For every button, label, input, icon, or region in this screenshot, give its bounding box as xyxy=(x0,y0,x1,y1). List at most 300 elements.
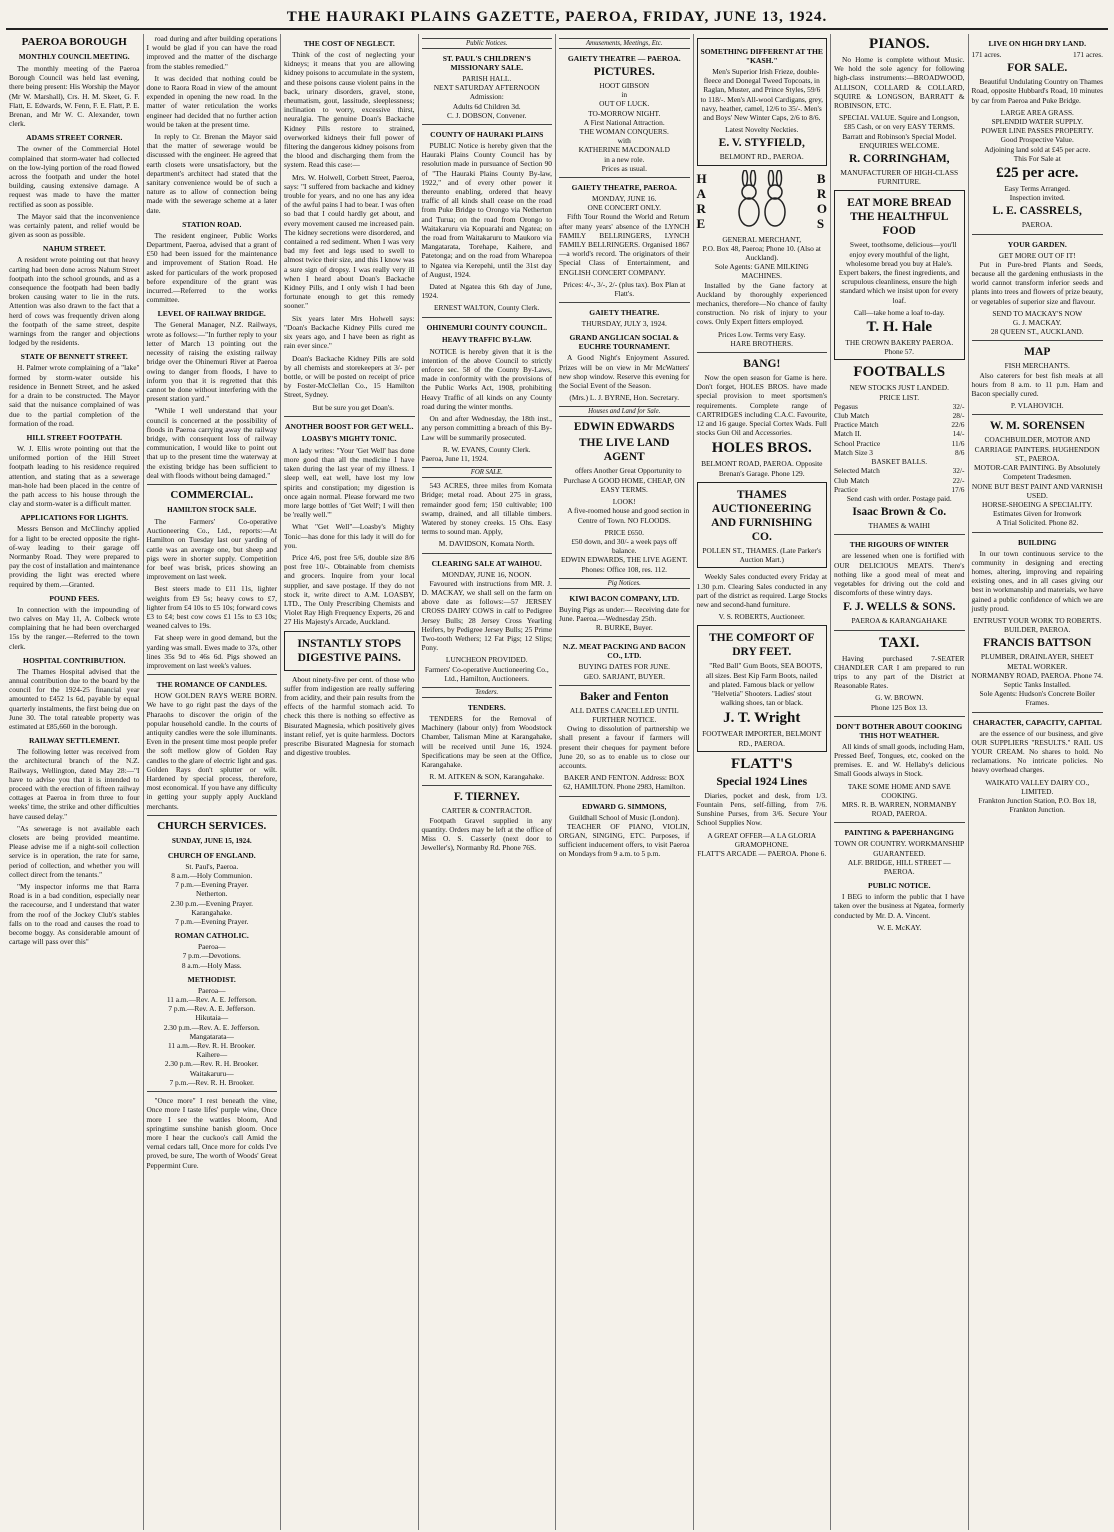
service-list xyxy=(147,862,278,926)
price-list xyxy=(834,402,965,457)
paragraph: Installed by the Gane factory at Auckland by thoroughly experienced mechanics, therefore—No chance of faulty construction. No risk of injury to your cows. Only Expert fitters employed. xyxy=(696,280,827,327)
paragraph: Think of the cost of neglecting your kidneys; it means that you are allowing kidney poisons to accumulate in the system, and these poisons cause violent pains in the back, urinary disorders, gravel, stone, rheumatism, gout, lassitude, sleeplessness; inclination to worry, excessive thirst, neuralgia. The genuine Doan's Backache Kidney Pills restore to strained, overworked kidneys their full power of filtering the dangerous kidney poisons from the blood and discharging them from the system. Read this case:— xyxy=(284,50,415,170)
ad-headline: MAP xyxy=(1024,346,1051,359)
notice-line: Admission: xyxy=(469,92,504,102)
ad-headline: Baker and Fenton xyxy=(579,690,669,703)
column-1 xyxy=(6,34,144,1530)
ad-headline: EAT MORE BREAD THE HEALTHFUL FOOD xyxy=(847,197,952,238)
subheading: STATION ROAD. xyxy=(182,219,242,229)
divider xyxy=(972,532,1104,533)
notice-line: Easy Terms Arranged. xyxy=(1004,184,1071,194)
notice-line: Send cash with order. Postage paid. xyxy=(846,493,952,503)
notice-line: P. VLAHOVICH. xyxy=(1010,401,1064,411)
price-item: Practice Match xyxy=(834,420,879,430)
notice-line: Prices: 4/-, 3/-, 2/- (plus tax). Box Plan at Flatt's. xyxy=(563,279,686,299)
notice-title: TENDERS. xyxy=(467,702,506,712)
notice-line: TOWN OR COUNTRY. WORKMANSHIP GUARANTEED. xyxy=(834,839,965,858)
notice-title: YOUR GARDEN. xyxy=(1007,239,1067,249)
list-item: S xyxy=(816,215,825,231)
notice-line: Frankton Junction Station, P.O. Box 18, Frankton Junction. xyxy=(978,795,1097,815)
column-2 xyxy=(144,34,282,1530)
notice-title: GAIETY THEATRE. xyxy=(589,308,660,318)
ad-headline: L. E. CASSRELS, xyxy=(992,205,1082,218)
notice-line: THURSDAY, JULY 3, 1924. xyxy=(581,319,667,329)
paragraph: The Thames Hospital advised that the annual contribution due to the board by the council for the 1924-25 financial year amounted to £452 1s 6d, payable by equal quarterly instalments, the first being due on June 30. The total rateable property was estimated at £85,660 in the borough. xyxy=(9,666,140,731)
list-item: E xyxy=(696,215,706,231)
notice-line: ENQUIRIES WELCOME. xyxy=(859,140,940,150)
notice-line: NEXT SATURDAY AFTERNOON xyxy=(433,83,540,93)
rabbits-icon xyxy=(727,170,797,232)
notice-title: GAIETY THEATRE — PAEROA. xyxy=(567,54,681,63)
paragraph: Also caterers for best fish meals at all hours from 8 a.m. to 11 p.m. Ham and Bacon specially cured. xyxy=(971,370,1103,399)
paragraph: road during and after building operations I would be glad if you can have the road improved and the matter of the discharge from the stables remedied." xyxy=(146,34,277,71)
notice-line: ERNEST WALTON, County Clerk. xyxy=(434,303,540,313)
price-row xyxy=(834,402,965,411)
price-item: Pegasus xyxy=(834,401,858,411)
paragraph: Put in Pure-bred Plants and Seeds, because all the gardening enthusiasts in the world cannot transform inferior seeds and plants into trees and flowers of prize beauty, or vegetables of superior size and flavour. xyxy=(971,259,1103,306)
notice-line: PARISH HALL. xyxy=(462,74,512,83)
notice-title: DON'T BOTHER ABOUT COOKING THIS HOT WEATHER. xyxy=(836,721,963,740)
notice-line: R. W. EVANS, County Clerk. xyxy=(442,444,531,454)
notice-line: Inspection invited. xyxy=(1009,193,1065,203)
logo-letters-left xyxy=(697,171,707,231)
notice-line: SPECIAL VALUE. Squire and Longson, £85 Cash, or on very EASY TERMS. xyxy=(838,113,960,132)
list-item: 7 p.m.—Rev. R. H. Brooker. xyxy=(169,1077,254,1087)
ad-title: SOMETHING DIFFERENT AT THE "KASH." xyxy=(700,47,823,65)
ad-headline: THE LIVE LAND AGENT xyxy=(578,437,670,464)
paragraph: About ninety-five per cent. of those who suffer from indigestion are really suffering from acidity, and their pain results from the effects of the harmful stomach acid. To check this there is nothing so effective as Bisurated Magnesia, which positively gives instant relief, yet is quite harmless. Doctors prescribe Bisurated Magnesia for stomach and digestive troubles. xyxy=(284,674,415,758)
paragraph: The owner of the Commercial Hotel complained that storm-water had collected on the low-lying portion of the road flowed across the footpath and under the hotel building, causing extensive damage. A request was made to have the matter rectified as soon as possible. xyxy=(9,144,140,209)
list-item: 11 a.m.—Rev. R. H. Brooker. xyxy=(167,1041,256,1051)
notice-line: V. S. ROBERTS, Auctioneer. xyxy=(718,612,805,622)
notice-title: BUILDING xyxy=(1018,537,1057,547)
ad-headline: FRANCIS BATTSON xyxy=(983,637,1092,650)
notice-line: THAMES & WAIHI xyxy=(868,521,930,531)
notice-line: Prices Low. Terms very Easy. xyxy=(718,329,806,339)
article-subtitle: MONTHLY COUNCIL MEETING. xyxy=(18,53,130,61)
paragraph: Beautiful Undulating Country on Thames Road, opposite Hubbard's Road, 10 minutes by car from Paeroa and Puke Bridge. xyxy=(971,77,1103,105)
divider xyxy=(697,352,828,353)
divider xyxy=(834,716,965,717)
notice-line: COACHBUILDER, MOTOR AND CARRIAGE PAINTERS. HUGHENDON ST., PAEROA. xyxy=(974,435,1100,463)
acreage-row xyxy=(972,50,1104,59)
paragraph: Mrs. W. Holwell, Corbett Street, Paeroa, says: "I suffered from backache and kidney trouble for years, and no one has any idea of the awful pains I had to bear. I was often so bad that I could hardly get about, and every movement caused me increased pain. The kidney secretions were disordered, and contained a red sediment. When I was very bad my feet and legs used to swell to almost twice their size, and this I know was a sure sign of dropsy. I was really very ill when I heard about Doan's Backache Kidney Pills, and I only wish I had been fortunate enough to get this remedy sooner." xyxy=(284,172,415,311)
list-item: St. Paul's, Paeroa. xyxy=(185,861,239,871)
divider xyxy=(972,234,1104,235)
list-item: 2.30 p.m.—Rev. R. H. Brooker. xyxy=(164,1059,259,1069)
notice-line: Call—take home a loaf to-day. xyxy=(853,307,945,317)
subheading: THE COST OF NEGLECT. xyxy=(303,39,395,48)
notice-line: THE CROWN BAKERY PAEROA. Phone 57. xyxy=(845,338,954,357)
notice-line: P.O. Box 48, Paeroa; Phone 10. (Also at Auckland). xyxy=(702,243,821,263)
list-item: A xyxy=(696,185,706,201)
price-item: Club Match xyxy=(834,411,870,421)
service-list xyxy=(147,942,278,970)
price-value: 17/6 xyxy=(951,484,965,494)
notice-line: GEO. SARJANT, BUYER. xyxy=(583,671,665,681)
notice-line: Good Prospective Value. xyxy=(1000,135,1074,145)
notice-line: FISH MERCHANTS. xyxy=(1004,361,1070,371)
ad-box xyxy=(697,625,828,751)
notice-line: Adults 6d Children 3d. xyxy=(452,101,521,111)
list-item: R xyxy=(696,200,706,216)
notice-line: 28 QUEEN ST., AUCKLAND. xyxy=(990,327,1084,337)
price-item: Selected Match xyxy=(834,466,880,476)
paragraph: Sweet, toothsome, delicious—you'll enjoy every mouthful of the light, wholesome bread you buy at Hale's. Expert bakers, the finest ingredients, and scrupulous cleanliness, ensure the high standard which we insist upon for every loaf. xyxy=(838,240,960,305)
price-item: School Practice xyxy=(834,438,881,448)
paragraph: All kinds of small goods, including Ham, Pressed Beef, Tongues, etc, cooked on the premises. E. and W. Hellaby's delicious Small Goods always in Stock. xyxy=(834,741,965,779)
article-title: PAEROA BOROUGH xyxy=(21,36,127,48)
notice-title: PUBLIC NOTICE. xyxy=(868,881,931,891)
notice-line: HORSE-SHOEING A SPECIALITY. xyxy=(981,499,1093,509)
ad-headline: Special 1924 Lines xyxy=(716,775,808,788)
list-item: R xyxy=(816,185,827,201)
ad-headline: FLATT'S xyxy=(731,755,793,772)
notice-line: FOOTWEAR IMPORTER, BELMONT RD., PAEROA. xyxy=(702,729,822,748)
paragraph: In our town continuous service to the community in designing and erecting homes, altering, improving and repairing existing ones, and in all cases giving our best in workmanship and materials, we have gained a public confidence of which we are justly proud. xyxy=(971,548,1103,613)
subheading: THE ROMANCE OF CANDLES. xyxy=(156,680,267,690)
divider xyxy=(422,785,553,786)
ad-headline: HOLES BROS. xyxy=(711,440,812,457)
notice-line: LARGE AREA GRASS. xyxy=(1000,107,1074,117)
subheading: NAHUM STREET. xyxy=(42,244,106,254)
paragraph: Now the open season for Game is here. Don't forget, HOLES BROS. have made special provision to meet sportsmen's requirements. Complete range of CARTRIDGES including C.A.C. Favourite, 12 and 16 gauge. Special Cortex Wads. Full stocks Gun Oil and Accessories. xyxy=(696,373,827,438)
notice-line: THE WOMAN CONQUERS. xyxy=(579,127,669,137)
divider xyxy=(559,796,690,797)
notice-line: WAIKATO VALLEY DAIRY CO., LIMITED. xyxy=(985,777,1090,796)
notice-line: Guildhall School of Music (London). xyxy=(569,812,680,822)
section-label: FOR SALE. xyxy=(422,467,553,478)
list-item: O xyxy=(816,200,827,216)
notice-line: MRS. R. B. WARREN, NORMANBY ROAD, PAEROA. xyxy=(842,799,957,819)
paragraph: Messrs Benson and McClinchy applied for a light to be erected opposite the right-of-way leading to their garage off Normanby Road. They were prepared to pay the cost of installation and maintenance providing the light was erected where required by them.—Granted. xyxy=(9,524,140,589)
paragraph: Favoured with instructions from MR. J. D. MACKAY, we shall sell on the farm on above date as follows:—57 JERSEY CROSS DAIRY COWS in calf to Pedigree Jersey Bulls; 28 Jersey Cross Yearling Heifers, by Pedigree Jersey Bulls; 25 Prime Two-tooth Wethers; 12 Fat Pigs; 12 Slips; Pony. xyxy=(421,578,552,653)
list-item: Karangahake. xyxy=(191,907,233,917)
paragraph: offers Another Great Opportunity to Purchase A GOOD HOME, CHEAP, ON EASY TERMS. xyxy=(563,466,685,494)
ad-headline: £25 per acre. xyxy=(996,165,1079,182)
notice-line: MANUFACTURER OF HIGH-CLASS FURNITURE. xyxy=(840,168,959,187)
notice-line: MONDAY, JUNE 16, NOON. xyxy=(441,569,532,579)
notice-title: GAIETY THEATRE, PAEROA. xyxy=(571,183,677,193)
notice-line: EDWIN EDWARDS, THE LIVE AGENT. Phones: Office 108, res. 112. xyxy=(560,555,688,574)
paragraph: No Home is complete without Music. We hold the sole agency for following high-class instruments:—BROADWOOD, ALLISON, COLLARD & COLLARD, SQUIRE & LONGSON, BARRATT & ROBINSON, ETC. xyxy=(834,55,965,111)
price-value: 28/- xyxy=(952,411,965,421)
divider xyxy=(559,302,690,303)
list-item: 7 p.m.—Devotions. xyxy=(182,951,241,961)
price-value: 22/6 xyxy=(951,420,965,430)
notice-line: BUYING DATES FOR JUNE. xyxy=(578,662,671,672)
list-item: Paeroa— xyxy=(198,985,226,995)
divider xyxy=(972,712,1104,713)
subheading: LOASBY'S MIGHTY TONIC. xyxy=(301,434,397,443)
paragraph: In reply to Cr. Brenan the Mayor said that the matter of sewerage would be discussed with the engineer. He agreed that earth closets were unsatisfactory, but the department's architect had stated that the sanitary convenience would be of such a nature as to allow of connection being made with the sewerage scheme at a later date. xyxy=(146,132,277,215)
notice-line: GENERAL MERCHANT, xyxy=(722,234,802,244)
ad-headline: EDWIN EDWARDS xyxy=(573,421,675,434)
ad-headline: TAXI. xyxy=(879,634,920,651)
price-item: Practice xyxy=(834,484,858,494)
list-item: 7 p.m.—Evening Prayer. xyxy=(175,880,249,890)
paragraph: A five-roomed house and good section in Centre of Town. NO FLOODS. xyxy=(567,506,690,525)
column-7 xyxy=(831,34,969,1530)
notice-line: 171 acres. xyxy=(1073,50,1103,59)
paragraph: "My inspector informs me that Rarra Road is in a bad condition, especially near the racecourse, and I understand that water from the roof of the Jockey Club's stables falls on to the road and causes the road to become boggy. As considerable amount of cartage will pass over this" xyxy=(9,882,140,947)
notice-title: ST. PAUL'S CHILDREN'S MISSIONARY SALE. xyxy=(442,54,531,72)
paragraph: 543 ACRES, three miles from Komata Bridge; metal road. About 275 in grass, remainder good fern; 150 cultivable; 100 swamp, drained, and all tillable timbers. Watered by stoney creeks. 15 Ohs. Easy terms to sound man. Apply, xyxy=(421,481,552,537)
price-value: 32/- xyxy=(952,401,965,411)
notice-line: Buying Pigs as under:— Receiving date for June. Paeroa.—Wednesday 25th. xyxy=(559,604,690,623)
notice-line: This For Sale at xyxy=(1013,153,1061,163)
ad-headline: F. J. WELLS & SONS. xyxy=(843,601,956,614)
paragraph: Footpath Gravel supplied in any quantity. Orders may be left at the office of Miss O. S. Casserly (next door to Jeweller's), Normanby Rd. Phone 76S. xyxy=(421,815,552,853)
subheading: METHODIST. xyxy=(187,974,236,984)
notice-line: ENTRUST YOUR WORK TO ROBERTS. BUILDER, PAEROA. xyxy=(973,615,1102,635)
notice-line: CARTER & CONTRACTOR. xyxy=(441,806,532,816)
masthead: THE HAURAKI PLAINS GAZETTE, PAEROA, FRIDAY, JUNE 13, 1924. xyxy=(6,6,1108,30)
divider xyxy=(147,674,278,675)
paragraph: Weekly Sales conducted every Friday at 1.30 p.m. Clearing Sales conducted in any part of the district as required. Large Stocks new and second-hand furniture. xyxy=(696,572,827,609)
ad-headline: PIANOS. xyxy=(869,36,930,52)
paragraph: A Good Night's Enjoyment Assured. Prizes will be on view in Mr McWatters' new shop window. Reserve this evening for the Social Event of the Season. xyxy=(559,353,690,391)
price-row xyxy=(834,420,965,429)
subheading: ANOTHER BOOST FOR GET WELL. xyxy=(285,421,414,431)
price-list xyxy=(834,466,965,494)
ad-headline: FOR SALE. xyxy=(1007,62,1068,75)
price-row xyxy=(834,466,965,475)
notice-line: Adjoining land sold at £45 per acre. xyxy=(984,144,1091,154)
notice-line: ONE CONCERT ONLY. xyxy=(587,203,661,213)
notice-line: SEND TO MACKAY'S NOW xyxy=(992,308,1083,318)
subheading: CHURCH OF ENGLAND. xyxy=(167,850,256,860)
list-item: 8 a.m.—Holy Communion. xyxy=(171,871,253,881)
notice-line: A GREAT OFFER—A LA GLORIA GRAMOPHONE. xyxy=(707,830,817,849)
columns xyxy=(6,34,1108,1530)
section-label: Pig Notices. xyxy=(559,578,690,589)
list-item: Hikutaia— xyxy=(195,1013,229,1023)
notice-line: LUNCHEON PROVIDED. xyxy=(445,655,528,665)
list-item: 7 p.m.—Rev. A. E. Jefferson. xyxy=(168,1004,256,1014)
section-label: Public Notices. xyxy=(422,38,553,49)
notice-line: POWER LINE PASSES PROPERTY. xyxy=(981,126,1094,136)
section-label: Houses and Land for Sale. xyxy=(559,406,690,417)
price-value: 22/- xyxy=(952,475,965,485)
paragraph: are lessened when one is fortified with OUR DELICIOUS MEATS. There's nothing like a good meal of meat and vegetables for driving out the cold and discomforts of these wintry days. xyxy=(834,551,965,598)
notice-title: GRAND ANGLICAN SOCIAL & EUCHRE TOURNAMENT. xyxy=(569,333,679,352)
notice-line: Prices as usual. xyxy=(601,163,647,173)
notice-title: N.Z. MEAT PACKING AND BACON CO., LTD. xyxy=(562,642,686,661)
notice-line: KATHERINE MACDONALD xyxy=(578,145,670,155)
notice-title: OHINEMURI COUNTY COUNCIL. xyxy=(426,322,548,332)
paragraph: The monthly meeting of the Paeroa Borough Council was held last evening, there being present: His Worship the Mayor (Mr W. Marshall), Crs. H. M. Skeet, G. F. Flatt, E. Edwards, W. Fenn, F. E. Flatt, P. E. Brenan, and Mr W. C. Alexander, town clerk. xyxy=(9,64,140,129)
divider xyxy=(972,414,1104,415)
column-4 xyxy=(419,34,557,1530)
notice-line: POLLEN ST., THAMES. (Late Parker's Auction Mart.) xyxy=(702,545,822,565)
notice-line: MOTOR-CAR PAINTING. By Absolutely Competent Tradesmen. xyxy=(974,463,1101,482)
logo-letters-right xyxy=(817,171,827,231)
ad-headline: THE COMFORT OF DRY FEET. xyxy=(709,632,815,659)
paragraph: A resident wrote pointing out that heavy carting had been done across Nahum Street footpath into the school grounds, and as a consequence the footpath had been badly broken causing water to lie in the ruts. Attention was also drawn to the fact that a herd of cows was frequently driven along the footpath of the same street, despite warnings from the ranger and objections lodged by the residents. xyxy=(9,255,140,348)
list-item: B xyxy=(816,170,826,186)
notice-line: R. M. AITKEN & SON, Karangahake. xyxy=(429,772,545,782)
column-8 xyxy=(969,34,1107,1530)
paragraph: Dated at Ngatea this 6th day of June, 1924. xyxy=(421,282,552,301)
ad-box xyxy=(834,190,965,360)
subheading: HOSPITAL CONTRIBUTION. xyxy=(23,655,126,665)
column-3 xyxy=(281,34,419,1530)
notice-line: Sole Agents: Hudson's Concrete Boiler Frames. xyxy=(979,689,1095,708)
column-5 xyxy=(556,34,694,1530)
paragraph: Six years later Mrs Holwell says: "Doan's Backache Kidney Pills cured me six years ago, and I have been as right as rain ever since." xyxy=(284,313,415,351)
price-item: Match II. xyxy=(834,429,862,439)
list-item: 2.30 p.m.—Rev. A. E. Jefferson. xyxy=(163,1022,260,1032)
subheading: ADAMS STREET CORNER. xyxy=(26,133,123,143)
notice-line: with xyxy=(617,136,631,146)
paragraph: "Red Ball" Gum Boots, SEA BOOTS, all sizes. Best Kip Farm Boots, nailed and plated. Famous black or yellow "Helvetia" Shooters. Ladies' stout walking shoes, tan or black. xyxy=(705,661,823,708)
notice-line: BELMONT ROAD, PAEROA. Opposite Brenan's Garage. Phone 129. xyxy=(701,459,823,478)
divider xyxy=(834,630,965,631)
notice-line: in xyxy=(621,90,628,100)
notice-line: PAEROA & KARANGAHAKE xyxy=(851,616,947,626)
paragraph: PUBLIC Notice is hereby given that the Hauraki Plains County Council has by resolution made in pursuance of Section 90 of "The Hauraki Plains County By-law, 1922," and of every other power it thereunto enabling, ordered that heavy traffic of all kinds shall cease on the road from Puke Bridge to Orongo via Netherton and Turua; on the road from Orongo to Waitakaruru via Kopuarahi and Ngatea; on the road from Waitakaruru to Maukoro via Mangatarata, Torehape, Kaihere, and Patetonga; and on the road from Wharepoa to Ngatea via Kerepehi, until the 31st day of August, 1924. xyxy=(421,141,552,279)
ad-headline: F. TIERNEY. xyxy=(453,791,520,804)
ad-headline: PICTURES. xyxy=(593,66,655,78)
notice-line: TO-MORROW NIGHT. xyxy=(588,108,661,118)
notice-line: Estimates Given for Ironwork xyxy=(993,509,1082,519)
notice-line: PAEROA. xyxy=(1021,220,1053,230)
notice-line: ALF. BRIDGE, HILL STREET — PAEROA. xyxy=(847,857,951,876)
price-value: 8/6 xyxy=(955,447,965,457)
notice-line: G. J. MACKAY. xyxy=(1012,318,1062,328)
list-item: Paeroa— xyxy=(198,942,226,952)
section-subtitle: HAMILTON STOCK SALE. xyxy=(167,505,257,514)
paragraph: are the essence of our business, and give OUR SUPPLIERS "RESULTS." RAIL US YOUR CREAM. No shares to hold. No reclamations. No intricate policies. No heavy overhead charges. xyxy=(971,728,1103,775)
ad-headline: FOOTBALLS xyxy=(853,364,946,381)
notice-line: R. BURKE, Buyer. xyxy=(595,623,653,633)
price-value: 32/- xyxy=(952,466,965,476)
notice-line: TAKE SOME HOME AND SAVE COOKING. xyxy=(847,781,951,800)
notice-line: BAKER AND FENTON. Address: BOX 62, HAMILTON. Phone 2983, Hamilton. xyxy=(563,773,686,792)
notice-line: M. DAVIDSON, Komata North. xyxy=(438,539,535,549)
notice-line: C. J. DOBSON, Convener. xyxy=(447,110,527,120)
list-item: 11 a.m.—Rev. A. E. Jefferson. xyxy=(166,995,257,1005)
ad-headline: J. T. Wright xyxy=(723,710,801,727)
paragraph: It was decided that nothing could be done to Raora Road in view of the amount expended in opening the new road. In the matter of water reticulation the works engineer had decided that no further action would be taken at the present time. xyxy=(146,73,277,129)
divider xyxy=(559,636,690,637)
notice-line: (Mrs.) L. J. BYRNE, Hon. Secretary. xyxy=(569,393,680,403)
divider xyxy=(284,416,415,417)
notice-title: COUNTY OF HAURAKI PLAINS xyxy=(430,130,544,140)
notice-title: CHARACTER, CAPACITY, CAPITAL xyxy=(972,717,1102,727)
notice-line: Paeroa, June 11, 1924. xyxy=(421,453,489,463)
notice-title: KIWI BACON COMPANY, LTD. xyxy=(569,593,680,603)
divider xyxy=(147,815,278,816)
paragraph: "As sewerage is not available each closets are being provided meantime. Please advise me if a night-soil collection service is in operation, the rate for same, period of collection, and whether you will collect direct from the tenants." xyxy=(9,823,140,879)
divider xyxy=(559,685,690,686)
price-row xyxy=(834,476,965,485)
notice-line: HARE BROTHERS. xyxy=(730,338,793,348)
notice-line: NEW STOCKS JUST LANDED. xyxy=(849,383,949,393)
notice-line: PRICE £650. xyxy=(604,527,644,537)
paragraph: The Farmers' Co-operative Auctioneering Co., Ltd., reports:—At Hamilton on Tuesday last our yarding of cattle was an average one, but sheep and pigs were in shorter supply. Competition for beef was brisk, prices showing an improvement on last week. xyxy=(146,516,277,582)
notice-line: A Trial Solicited. Phone 82. xyxy=(996,518,1079,528)
list-item: 2.30 p.m.—Evening Prayer. xyxy=(170,898,254,908)
list-item: 8 a.m.—Holy Mass. xyxy=(181,960,242,970)
ad-headline: INSTANTLY STOPS DIGESTIVE PAINS. xyxy=(297,637,402,664)
notice-title: LIVE ON HIGH DRY LAND. xyxy=(988,39,1087,48)
ad-headline: R. CORRINGHAM, xyxy=(848,153,950,166)
price-value: 11/6 xyxy=(951,438,965,448)
divider xyxy=(147,484,278,485)
notice-subtitle: HEAVY TRAFFIC BY-LAW. xyxy=(442,335,532,344)
paragraph: Fat sheep were in good demand, but the yarding was small. Ewes made to 37s, other lines 35s 9d to 46s 6d. Pigs showed an improvement on last week's values. xyxy=(146,633,277,670)
notice-line: £50 down, and 30/- a week pays off balance. xyxy=(571,536,678,556)
list-item: H xyxy=(696,170,707,186)
paragraph: In connection with the impounding of two calves on May 11, A. Colbeck wrote complaining that he had been overcharged 15s by the ranger.—Referred to the town clerk. xyxy=(9,604,140,651)
subheading: RAILWAY SETTLEMENT. xyxy=(28,736,120,746)
ad-headline: T. H. Hale xyxy=(866,319,933,336)
price-value: 14/- xyxy=(952,429,965,439)
list-item: Waitakaruru— xyxy=(189,1068,234,1078)
paragraph: HOW GOLDEN RAYS WERE BORN. We have to go right past the days of the Pharaohs to discover the origin of the popular household candle. In the courts of antiquity candles were the sole illuminants. Even in the present time most people prefer the soft mellow glow of Golden Ray candles to the glare of electric light and gas. Golden Rays don't splutter or wilt. Hardened by special process, therefore, most economical. If you have any difficulty in getting your supply apply Auckland merchants. xyxy=(146,691,277,811)
notice-line: BASKET BALLS. xyxy=(871,457,928,467)
notice-line: SPLENDID WATER SUPPLY. xyxy=(991,117,1084,127)
divider xyxy=(559,177,690,178)
notice-line: W. E. McKAY. xyxy=(877,922,922,932)
paragraph: TENDERS for the Removal of Machinery (labour only) from Woodstock Chamber, Talisman Mine at Karangahake, will be received until June 16, 1924. Specifications may be seen at the Office, Karangahake. xyxy=(421,713,552,769)
paragraph: TEACHER OF PIANO, VIOLIN, ORGAN, SINGING, ETC. Purposes, if sufficient inducement offers, to visit Paeroa on Mondays from 9 a.m. to 5 p.m. xyxy=(559,821,690,859)
paragraph: On and after Wednesday, the 18th inst., any person committing a breach of this By-Law will be summarily prosecuted. xyxy=(421,414,552,442)
paragraph: Having purchased 7-SEATER CHANDLER CAR I am prepared to run trips to any part of the District at Reasonable Rates. xyxy=(834,653,965,691)
list-item: Kaihere— xyxy=(196,1050,228,1060)
section-title: CHURCH SERVICES. xyxy=(157,819,267,832)
list-item: 7 p.m.—Evening Prayer. xyxy=(175,917,249,927)
paragraph: Fifth Tour Round the World and Return after many years' absence of the LYNCH FAMILY BELLRINGERS, LYNCH FAMILY BELLRINGERS. Organised 1867—a world's record. The originators of their Special Class of Entertainment, and ENGLISH CONCERT COMPANY. xyxy=(559,212,690,277)
price-row xyxy=(834,448,965,457)
paragraph: I BEG to inform the public that I have taken over the business at Ngatea, formerly conducted by Mr. D. A. Vincent. xyxy=(834,892,965,920)
notice-line: BELMONT RD., PAEROA. xyxy=(719,152,804,162)
subheading: POUND FEES. xyxy=(49,593,100,603)
notice-line: NORMANBY ROAD, PAEROA. Phone 74. xyxy=(971,670,1103,680)
paragraph: The Mayor said that the inconvenience was certainly patent, and relief would be given as soon as possible. xyxy=(9,211,140,240)
price-item: Match Size 3 xyxy=(834,447,873,457)
ad-box xyxy=(284,631,415,671)
column-6 xyxy=(694,34,832,1530)
notice-line: Latest Novelty Neckties. xyxy=(725,125,799,135)
section-subtitle: SUNDAY, JUNE 15, 1924. xyxy=(171,836,252,845)
notice-line: HOOT GIBSON xyxy=(599,81,650,90)
paragraph: Best steers made to £11 11s, lighter weights from £9 5s; heavy cows to £7, lighter from £4 10s to £5 10s; forward cows £3 to £4; best cow cows £1 15s to £3 10s; weaned calves to 19s. xyxy=(146,584,277,631)
subheading: LEVEL OF RAILWAY BRIDGE. xyxy=(157,309,266,319)
notice-line: NONE BUT BEST PAINT AND VARNISH USED. xyxy=(971,481,1103,500)
price-row xyxy=(834,485,965,494)
divider xyxy=(834,534,965,535)
paragraph: Diaries, pocket and desk, from 1/3. Fountain Pens, self-filling, from 7/6. Sunshine Purses, from 3/6. Secure Your School Supplies Now. xyxy=(696,790,827,828)
paragraph: The following letter was received from the architectural branch of the N.Z. Railways, Wellington, dated May 28:—"I have to advise you that it is intended to proceed with the erection of fifteen railway cottages at Paeroa in from three to four weeks' time, the strike and other difficulties have caused delay." xyxy=(9,747,140,821)
divider xyxy=(147,1091,278,1092)
paragraph: The resident engineer, Public Works Department, Paeroa, advised that a grant of £50 had been issued for the maintenance and improvement of Station Road. He asked for particulars of the work proposed before expenditure of the grant was incurred.—Referred to the works committee. xyxy=(146,230,277,305)
paragraph: NOTICE is hereby given that it is the intention of the above Council to strictly enforce sec. 58 of the County By-Laws, made in conformity with the provisions of the Public Works Act, 1908, prohibiting Heavy Traffic of all kinds on any County road during the winter months. xyxy=(421,346,552,411)
paragraph: "While I well understand that your council is concerned at the possibility of floods in Paeroa carrying away the railway bridge, with consequent loss of railway communication, I would like to point out that up to the present time the waterway at the existing bridge has been sufficient to deal with floods without being damaged." xyxy=(146,406,277,480)
notice-line: ALL DATES CANCELLED UNTIL FURTHER NOTICE. xyxy=(569,705,679,724)
divider xyxy=(834,822,965,823)
ad-headline: Isaac Brown & Co. xyxy=(852,506,947,519)
paragraph: Men's Superior Irish Frieze, double-fleece and Donegal Tweed Topcoats, in Raglan, Muster, and Prince Styles, 59/6 to 118/-. Men's All-wool Cardigans, grey, navy, heather, camel, 12/6 to 35/-. Men's and Boys' New Winter Caps, 2/6 to 8/6. xyxy=(700,67,824,123)
notice-title: CLEARING SALE AT WAIHOU. xyxy=(431,558,542,568)
price-row xyxy=(834,429,965,438)
price-item: Club Match xyxy=(834,475,870,485)
notice-line: PRICE LIST. xyxy=(879,392,920,402)
subheading: HILL STREET FOOTPATH. xyxy=(26,432,123,442)
paragraph: Price 4/6, post free 5/6, double size 8/6 post free 10/-. Obtainable from chemists and grocers. Inquire from your local supplier, and save postage. If they do not stock it, write direct to A.M. LOASBY, LTD., The Only Prescribing Chemists and Violet Ray High Frequency Experts, 26 and 27 His Majesty's Arcade, Auckland. xyxy=(284,552,415,627)
